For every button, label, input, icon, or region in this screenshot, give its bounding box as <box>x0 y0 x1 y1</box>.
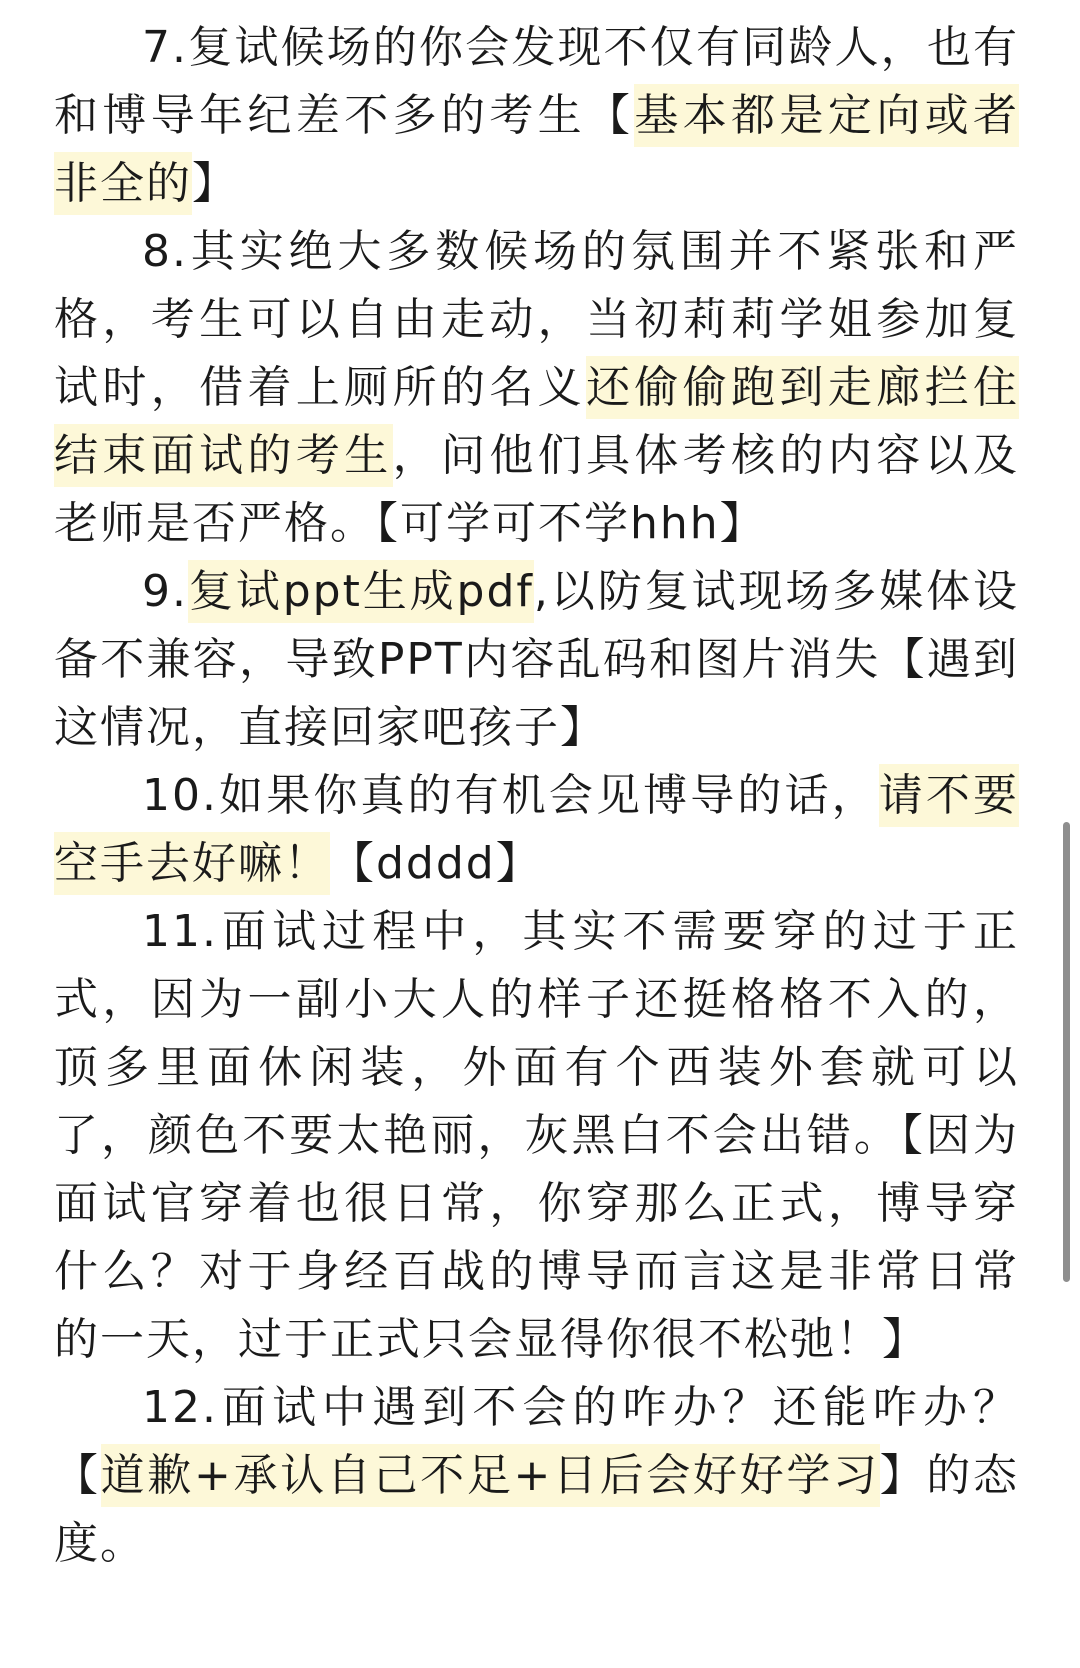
highlighted-text: 基本都是定向或者非全的 <box>54 84 1019 215</box>
paragraph-tip-8 <box>54 218 1019 558</box>
paragraph-tip-12 <box>54 1374 1019 1578</box>
paragraph-text: 12.面试中遇到不会的咋办？还能咋办？【 <box>54 1382 1019 1501</box>
paragraph-text: 10.如果你真的有机会见博导的话， <box>142 770 879 821</box>
paragraph-text: ，问他们具体考核的内容以及老师是否严格。【可学可不学hhh】 <box>54 430 1020 549</box>
paragraph-text: 【dddd】 <box>330 838 542 889</box>
paragraph-text: 】 <box>192 158 238 209</box>
paragraph-text: 8.其实绝大多数候场的氛围并不紧张和严格，考生可以自由走动，当初莉莉学姐参加复试时，借着上厕所的名义 <box>54 226 1019 413</box>
highlighted-text: 还偷偷跑到走廊拦住结束面试的考生 <box>54 356 1019 487</box>
paragraph-tip-9 <box>54 558 1019 762</box>
paragraph-text: 11.面试过程中，其实不需要穿的过于正式，因为一副小大人的样子还挺格格不入的，顶多里面休闲装，外面有个西装外套就可以了，颜色不要太艳丽，灰黑白不会出错。【因为面试官穿着也很日常，你穿那么正式，博导穿什么？对于身经百战的博导而言这是非常日常的一天，过于正式只会显得你很不松弛！】 <box>54 906 1019 1365</box>
paragraph-tip-7 <box>54 14 1019 218</box>
paragraph-text: 9. <box>142 566 188 617</box>
paragraph-tip-11 <box>54 898 1019 1374</box>
paragraph-text: 】的态度。 <box>54 1450 1020 1569</box>
highlighted-text: 请不要空手去好嘛！ <box>54 764 1019 895</box>
vertical-scrollbar[interactable] <box>1063 822 1070 1282</box>
article-body <box>54 14 1019 1578</box>
paragraph-tip-10 <box>54 762 1019 898</box>
highlighted-text: 道歉+承认自己不足+日后会好好学习 <box>101 1444 880 1507</box>
highlighted-text: 复试ppt生成pdf <box>188 560 534 623</box>
paragraph-text: ,以防复试现场多媒体设备不兼容，导致PPT内容乱码和图片消失【遇到这情况，直接回家吧孩子】 <box>54 566 1019 753</box>
paragraph-text: 7.复试候场的你会发现不仅有同龄人，也有和博导年纪差不多的考生【 <box>54 22 1019 141</box>
